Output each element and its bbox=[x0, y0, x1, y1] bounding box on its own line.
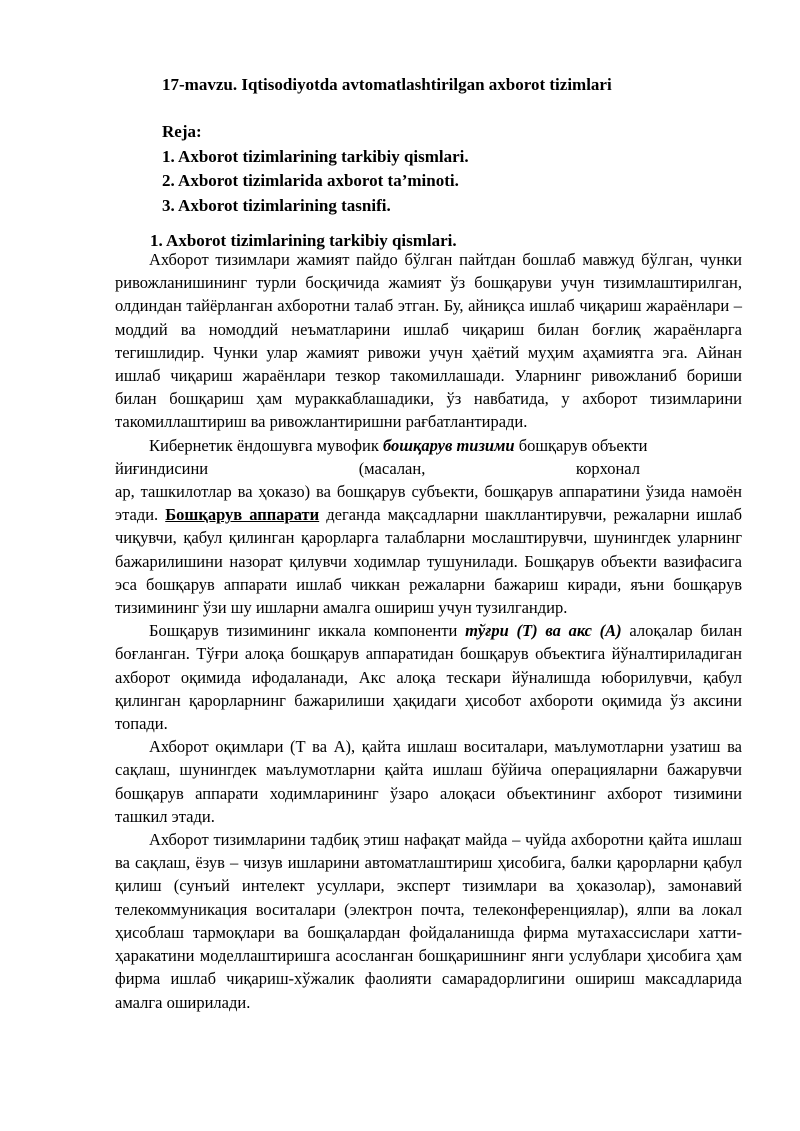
paragraph-3 bbox=[115, 619, 742, 735]
paragraph-2-emphasis: бошқарув тизими bbox=[382, 435, 515, 455]
document-title: 17-mavzu. Iqtisodiyotda avtomatlashtirilgan axborot tizimlari bbox=[162, 75, 612, 94]
paragraph-2-text: деганда мақсадларни шакллантирувчи, режаларни ишлаб чиқувчи, қабул қилинган қарорларга талабларни мослаштирувчи, шунингдек уларнинг бажарилишини назорат қилувчи ходимлар тушунилади. Бошқарув объекти вазифасига эса бошқарув аппарати ишлаб чиккан режаларни бажариш киради, яъни бошқарув тизимининг ўзи шу ишларни амалга ошириш учун тузилгандир. bbox=[115, 505, 743, 618]
paragraph-2-text: бошқарув объекти bbox=[518, 435, 648, 455]
paragraph-3-text: Бошқарув тизимининг иккала компоненти bbox=[149, 621, 458, 641]
paragraph-2-continued bbox=[115, 480, 742, 619]
paragraph-2-underlined-term: Бошқарув аппарати bbox=[165, 505, 320, 525]
plan-list bbox=[162, 120, 762, 218]
plan-label: Reja: bbox=[162, 122, 202, 141]
section-heading: 1. Axborot tizimlarining tarkibiy qismlari. bbox=[150, 231, 457, 250]
document-body bbox=[115, 248, 742, 1014]
paragraph-1: Ахборот тизимлари жамият пайдо бўлган пайтдан бошлаб мавжуд бўлган, чунки ривожланишининг турли босқичида жамият ўз бошқаруви учун тизимлаштирилган, олдиндан тайёрланган ахборотни талаб этган. Бу, айниқса ишлаб чиқариш жараёнлари – моддий ва номоддий неъматларини ишлаб чиқариш билан боғлиқ жараёнларга тегишлидир. Чунки улар жамият ривожи учун ҳаётий муҳим аҳамиятга эга. Айнан ишлаб чиқариш жараёнлари тезкор такомиллашади. Уларнинг ривожланиб бориши билан бошқариш ҳам мураккаблашадики, ўз навбатида, у ахборот тизимларини такомиллаштириш ва ривожлантиришни рағбатлантиради. bbox=[115, 250, 742, 432]
paragraph-2-text: Кибернетик ёндошувга мувофик bbox=[149, 435, 379, 455]
paragraph-2-tabbed-line bbox=[115, 457, 742, 480]
paragraph-3-text: алоқалар билан боғланган. Тўғри алоқа бошқарув аппаратидан бошқарув объектига йўналтириладиган ахборот оқимида ифодаланади, Акс алоқа тескари йўналишда юборилувчи, қабул қилинган қарорларнинг бажарилиши ҳақидаги ҳисобот ахбороти оқимида ўз аксини топади. bbox=[115, 621, 743, 734]
paragraph-3-emphasis: тўғри (Т) ва акс (А) bbox=[465, 621, 622, 641]
plan-item: 3. Axborot tizimlarining tasnifi. bbox=[162, 195, 391, 215]
paragraph-2-text: (масалан, bbox=[358, 458, 426, 478]
paragraph-2 bbox=[115, 434, 742, 457]
plan-item: 2. Axborot tizimlarida axborot ta’minoti. bbox=[162, 171, 459, 190]
plan-item: 1. Axborot tizimlarining tarkibiy qismlari. bbox=[162, 146, 469, 166]
paragraph-2-text: йиғиндисини bbox=[115, 458, 209, 478]
paragraph-5: Ахборот тизимларини тадбиқ этиш нафақат майда – чуйда ахборотни қайта ишлаш ва сақлаш, ёзув – чизув ишларини автоматлаштириш ҳисобига, балки қарорларни қабул қилиш (сунъий интелект усуллари, эксперт тизимлари ва ҳоказолар), замонавий телекоммуникация воситалари (электрон почта, телеконференциялар), ялпи ва локал ҳисоблаш тармоқлари ва бошқалардан фойдаланишда фирма мутахассислари хатти-ҳаракатини моделлаштиришга асосланган бошқаришнинг янги услублари ҳисобига ҳам фирма ишлаб чиқариш-хўжалик фаолияти самарадорлигини ошириш максадларида амалга оширилади. bbox=[115, 830, 742, 1012]
paragraph-2-text: ар, ташкилотлар ва ҳоказо) ва бошқарув субъекти, бошқарув аппаратини ўзида намоён этади. bbox=[115, 482, 742, 525]
paragraph-2-text: корхонал bbox=[575, 458, 640, 478]
paragraph-4: Ахборот оқимлари (Т ва А), қайта ишлаш воситалари, маълумотларни узатиш ва сақлаш, шунингдек маълумотларни қайта ишлаш бўйича операцияларни бажарувчи бошқарув аппарати ходимларининг ўзаро алоқаси объектининг ахборот тизимини ташкил этади. bbox=[115, 737, 742, 826]
